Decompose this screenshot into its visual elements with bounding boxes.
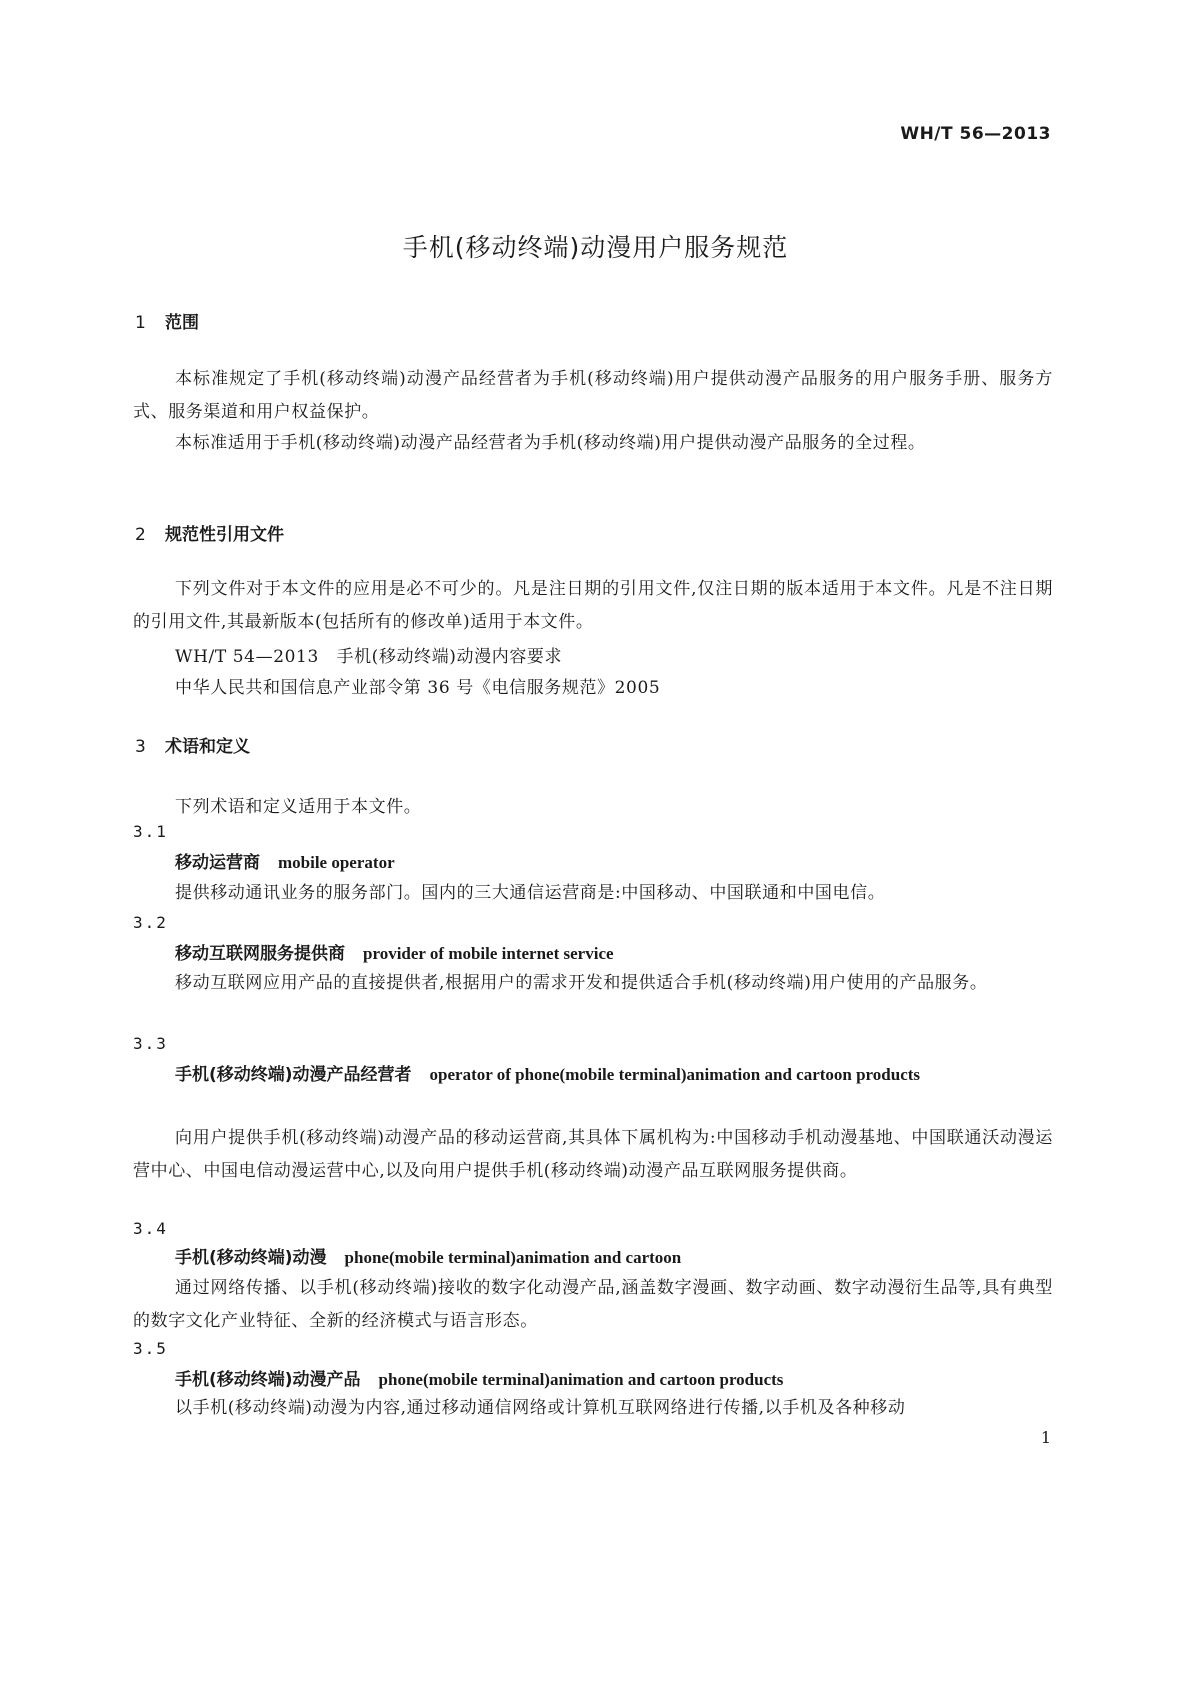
term-name-zh: 手机(移动终端)动漫产品经营者 [175,1065,412,1085]
scope-paragraph-1: 本标准规定了手机(移动终端)动漫产品经营者为手机(移动终端)用户提供动漫产品服务的用户服务手册、服务方式、服务渠道和用户权益保护。 [133,369,1053,422]
term-definition: 通过网络传播、以手机(移动终端)接收的数字化动漫产品,涵盖数字漫画、数字动画、数字动漫衍生品等,具有典型的数字文化产业特征、全新的经济模式与语言形态。 [133,1278,1053,1331]
term-definition: 以手机(移动终端)动漫为内容,通过移动通信网络或计算机互联网络进行传播,以手机及各种移动 [175,1398,906,1418]
term-name-en: phone(mobile terminal)animation and cartoon products [378,1370,784,1389]
term-number: 3.5 [133,1339,168,1358]
reference-item: WH/T 54—2013 手机(移动终端)动漫内容要求 [175,647,563,667]
term-name [175,937,1055,971]
terms-intro: 下列术语和定义适用于本文件。 [175,797,422,817]
section-number: 3 [135,737,146,757]
section-title: 术语和定义 [165,737,250,757]
term-definition: 向用户提供手机(移动终端)动漫产品的移动运营商,其具体下属机构为:中国移动手机动漫基地、中国联通沃动漫运营中心、中国电信动漫运营中心,以及向用户提供手机(移动终端)动漫产品互联网服务提供商。 [133,1128,1053,1181]
term-number: 3.4 [133,1219,168,1238]
term-name [133,1058,1055,1092]
section-heading-references [135,520,284,545]
term-name [175,1241,1055,1275]
term-definition: 移动互联网应用产品的直接提供者,根据用户的需求开发和提供适合手机(移动终端)用户使用的产品服务。 [175,973,988,993]
page-number: 1 [1040,1428,1051,1447]
section-heading-terms [135,732,250,757]
references-intro: 下列文件对于本文件的应用是必不可少的。凡是注日期的引用文件,仅注日期的版本适用于本文件。凡是不注日期的引用文件,其最新版本(包括所有的修改单)适用于本文件。 [133,579,1053,632]
term-name-zh: 手机(移动终端)动漫产品 [175,1370,361,1390]
reference-item: 中华人民共和国信息产业部令第 36 号《电信服务规范》2005 [175,678,661,698]
document-title: 手机(移动终端)动漫用户服务规范 [402,233,789,262]
term-name-zh: 手机(移动终端)动漫 [175,1248,327,1268]
term-definition: 提供移动通讯业务的服务部门。国内的三大通信运营商是:中国移动、中国联通和中国电信。 [175,883,886,903]
term-name [175,846,1055,880]
term-number: 3.2 [133,913,168,932]
scope-paragraph-2: 本标准适用于手机(移动终端)动漫产品经营者为手机(移动终端)用户提供动漫产品服务的全过程。 [175,433,926,453]
term-name-zh: 移动互联网服务提供商 [175,944,345,964]
section-number: 2 [135,525,146,545]
section-heading-scope [135,308,199,333]
term-number: 3.3 [133,1034,168,1053]
section-number: 1 [135,313,146,333]
term-number: 3.1 [133,822,168,841]
standard-code: WH/T 56—2013 [900,124,1051,144]
term-name-zh: 移动运营商 [175,853,260,873]
term-name-en: mobile operator [278,853,395,872]
term-name-en: provider of mobile internet service [363,944,614,963]
term-name-en: operator of phone(mobile terminal)animation and cartoon products [429,1065,921,1084]
section-title: 范围 [165,313,199,333]
term-name-en: phone(mobile terminal)animation and cartoon [344,1248,682,1267]
section-title: 规范性引用文件 [165,525,284,545]
